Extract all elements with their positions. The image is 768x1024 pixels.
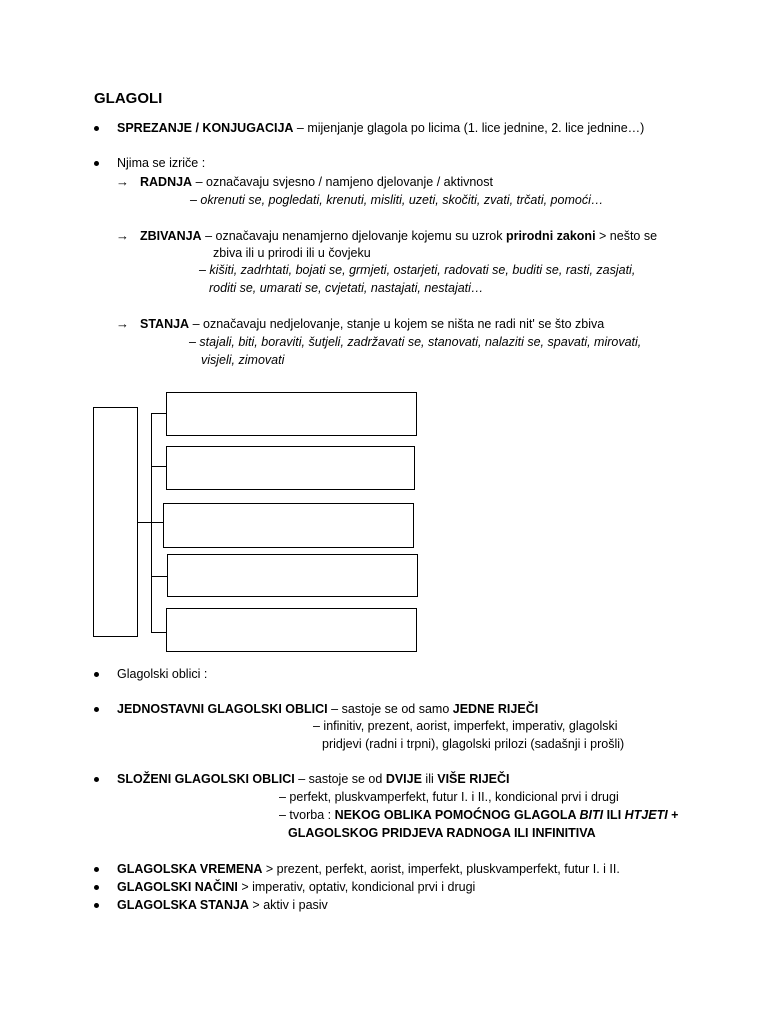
compound-forms-desc: – sastoje se od <box>294 772 386 786</box>
simple-forms-line <box>117 701 538 718</box>
bullet-icon <box>94 672 99 677</box>
summary-moods-rest: > imperativ, optativ, kondicional prvi i drugi <box>237 880 476 894</box>
diagram-trunk-line <box>151 413 152 633</box>
summary-moods-term: GLAGOLSKI NAČINI <box>117 880 238 894</box>
zbivanje-desc-bold: prirodni zakoni <box>505 229 596 243</box>
tvorba-ili: ILI <box>603 808 625 822</box>
intro-desc: – mijenjanje glagola po licima (1. lice jednine, 2. lice jednine…) <box>293 121 645 135</box>
radnja-term: RADNJA <box>140 175 193 189</box>
diagram-empty-box <box>167 554 418 597</box>
radnja-line <box>140 174 493 191</box>
compound-forms-list: – perfekt, pluskvamperfekt, futur I. i II., kondicional prvi i drugi <box>279 790 619 804</box>
intro-term: SPREZANJE / KONJUGACIJA <box>117 121 294 135</box>
diagram-branch-line <box>151 522 163 523</box>
bullet-icon <box>94 161 99 166</box>
intro-line <box>117 120 644 137</box>
tvorba-biti: BITI <box>579 808 604 822</box>
diagram-empty-box <box>163 503 414 548</box>
simple-forms-list-1: – infinitiv, prezent, aorist, imperfekt, imperativ, glagolski <box>313 719 618 733</box>
compound-forms-bold-2: VIŠE RIJEČI <box>437 772 510 786</box>
arrow-right-icon: → <box>116 316 129 331</box>
diagram-empty-box <box>166 392 417 436</box>
compound-forms-mid: ili <box>421 772 438 786</box>
bullet-icon <box>94 707 99 712</box>
stanje-examples-2: visjeli, zimovati <box>201 353 285 367</box>
zbivanje-desc: – označavaju nenamjerno djelovanje kojemu su uzrok <box>201 229 506 243</box>
bullet-icon <box>94 777 99 782</box>
diagram-root-box <box>93 407 138 637</box>
summary-tenses-rest: > prezent, perfekt, aorist, imperfekt, pluskvamperfekt, futur I. i II. <box>262 862 620 876</box>
radnja-examples: – okrenuti se, pogledati, krenuti, misliti, uzeti, skočiti, zvati, trčati, pomoći… <box>190 193 604 207</box>
simple-forms-desc: – sastoje se od samo <box>327 702 453 716</box>
forms-label: Glagolski oblici : <box>117 667 208 681</box>
tvorba-htjeti: HTJETI <box>624 808 668 822</box>
arrow-right-icon: → <box>116 174 129 189</box>
zbivanje-term: ZBIVANJA <box>140 229 202 243</box>
expresses-label: Njima se izriče : <box>117 156 206 170</box>
bullet-icon <box>94 126 99 131</box>
compound-forms-bold-1: DVIJE <box>385 772 422 786</box>
diagram-empty-box <box>166 446 415 490</box>
summary-voices-line <box>117 897 328 914</box>
compound-tvorba-line <box>279 807 678 824</box>
stanje-line <box>140 316 604 333</box>
compound-forms-term: SLOŽENI GLAGOLSKI OBLICI <box>117 772 295 786</box>
arrow-right-icon: → <box>116 228 129 243</box>
compound-forms-line <box>117 771 509 788</box>
diagram-connector <box>138 522 152 523</box>
zbivanje-desc-after: > nešto se <box>595 229 658 243</box>
tvorba-label: – tvorba : <box>279 808 335 822</box>
tvorba-bold: NEKOG OBLIKA POMOĆNOG GLAGOLA <box>334 808 580 822</box>
radnja-desc: – označavaju svjesno / namjeno djelovanje / aktivnost <box>192 175 493 189</box>
stanje-term: STANJA <box>140 317 190 331</box>
simple-forms-list-2: pridjevi (radni i trpni), glagolski prilozi (sadašnji i prošli) <box>322 737 625 751</box>
stanje-desc: – označavaju nedjelovanje, stanje u kojem se ništa ne radi nit' se što zbiva <box>189 317 605 331</box>
zbivanje-examples-2: roditi se, umarati se, cvjetati, nastajati, nestajati… <box>209 281 484 295</box>
simple-forms-term: JEDNOSTAVNI GLAGOLSKI OBLICI <box>117 702 328 716</box>
compound-tvorba-line-2: GLAGOLSKOG PRIDJEVA RADNOGA ILI INFINITIVA <box>288 826 596 840</box>
bullet-icon <box>94 903 99 908</box>
bullet-icon <box>94 885 99 890</box>
diagram-branch-line <box>151 413 166 414</box>
summary-tenses-term: GLAGOLSKA VREMENA <box>117 862 263 876</box>
zbivanje-examples-1: – kišiti, zadrhtati, bojati se, grmjeti, ostarjeti, radovati se, buditi se, rasti, zasjati, <box>199 263 636 277</box>
summary-voices-rest: > aktiv i pasiv <box>248 898 328 912</box>
zbivanje-line2: zbiva ili u prirodi ili u čovjeku <box>213 246 371 260</box>
stanje-examples-1: – stajali, biti, boraviti, šutjeli, zadržavati se, stanovati, nalaziti se, spavati, mirovati, <box>189 335 642 349</box>
diagram-branch-line <box>151 576 167 577</box>
diagram-branch-line <box>151 632 166 633</box>
bullet-icon <box>94 867 99 872</box>
summary-voices-term: GLAGOLSKA STANJA <box>117 898 249 912</box>
diagram-branch-line <box>151 466 166 467</box>
tvorba-plus: + <box>667 808 679 822</box>
summary-tenses-line <box>117 861 620 878</box>
page-title: GLAGOLI <box>94 90 163 107</box>
summary-moods-line <box>117 879 475 896</box>
simple-forms-desc-bold: JEDNE RIJEČI <box>452 702 539 716</box>
zbivanje-line <box>140 228 657 245</box>
diagram-empty-box <box>166 608 417 652</box>
